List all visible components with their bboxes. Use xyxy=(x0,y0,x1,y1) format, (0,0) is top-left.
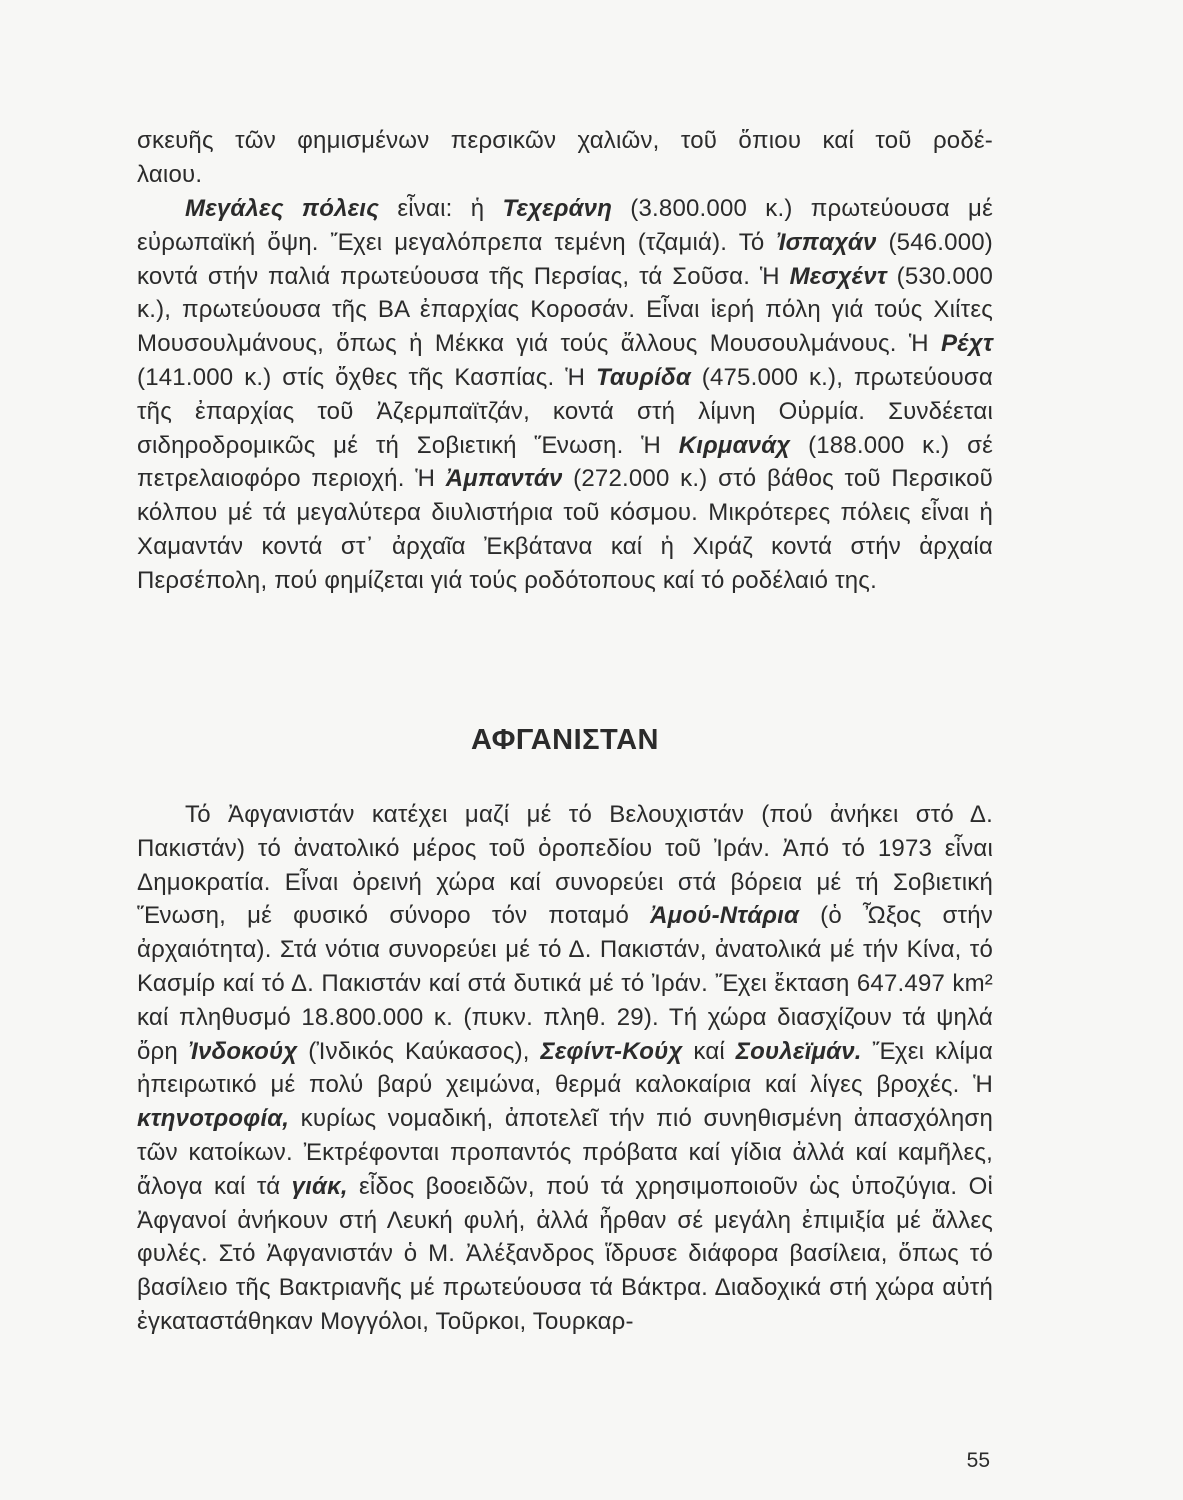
page-number: 55 xyxy=(966,1449,990,1472)
afghanistan-text: εἶδος βοοειδῶν, πού τά χρησιμοποιοῦν ὡς ὑποζύγια. Οἱ Ἀφγανοί ἀνήκουν στή Λευκή φυλή, ἀλλά ἦρθαν σέ μεγάλη ἐπιμιξία μέ ἄλλες φυλές. Στό Ἀφγανιστάν ὁ Μ. Ἀλέξανδρος ἵδρυσε διάφορα βασίλεια, ὅπως τό βασίλειο τῆς Βακτριανῆς μέ πρωτεύουσα τά Βάκτρα. Διαδοχικά στή χώρα αὐτή ἐγκαταστάθηκαν Μογγόλοι, Τοῦρκοι, Τουρκαρ- xyxy=(137,1172,993,1335)
emphasized-term: Ἀμού-Ντάρια xyxy=(650,902,800,930)
cities-text: (272.000 κ.) στό βάθος τοῦ Περσικοῦ κόλπου μέ τά μεγαλύτερα διυλιστήρια τοῦ κόσμου. Μικρότερες πόλεις εἶναι ἡ Χαμαντάν κοντά στ᾽ ἀρχαῖα Ἐκβάτανα καί ἡ Χιράζ κοντά στήν ἀρχαία Περσέπολη, πού φημίζεται γιά τούς ροδότοπους καί τό ροδέλαιό της. xyxy=(137,465,993,594)
cities-text: εἶναι: ἡ xyxy=(379,195,503,222)
cities-text: (188.000 κ.) σέ πετρελαιοφόρο περιοχή. Ἡ xyxy=(137,431,993,493)
cities-text: (530.000 κ.), πρωτεύουσα τῆς ΒΑ ἐπαρχίας Κοροσάν. Εἶναι ἱερή πόλη γιά τούς Χιίτες Μουσουλμάνους, ὅπως ἡ Μέκκα γιά τούς ἄλλους Μουσουλμάνους. Ἡ xyxy=(137,262,993,358)
city-name: Ταυρίδα xyxy=(595,363,691,391)
city-name: Ἀμπαντάν xyxy=(445,465,563,493)
city-name: Ἰσπαχάν xyxy=(776,228,877,256)
city-name: Κιρμανάχ xyxy=(678,431,791,459)
afghanistan-text: (Ἰνδικός Καύκασος), xyxy=(297,1037,541,1065)
afghanistan-text: Ἔχει κλίμα ἠπειρωτικό μέ πολύ βαρύ χειμώνα, θερμά καλοκαίρια καί λίγες βροχές. Ἡ xyxy=(137,1037,993,1099)
afghanistan-text: Τό Ἀφγανιστάν κατέχει μαζί μέ τό Βελουχιστάν (πού ἀνήκει στό Δ. Πακιστάν) τό ἀνατολικό μέρος τοῦ ὀροπεδίου τοῦ Ἰράν. Ἀπό τό 1973 εἶναι Δημοκρατία. Εἶναι ὀρεινή χώρα καί συνορεύει στά βόρεια μέ τή Σοβιετική Ἕνωση, μέ φυσικό σύνορο τόν ποταμό xyxy=(137,801,993,930)
emphasized-term: Σεφίντ-Κούχ xyxy=(540,1037,683,1065)
intro-paragraph xyxy=(137,124,993,192)
afghanistan-text: (ὁ Ὦξος στήν ἀρχαιότητα). Στά νότια συνορεύει μέ τό Δ. Πακιστάν, ἀνατολικά μέ τήν Κίνα, τό Κασμίρ καί τό Δ. Πακιστάν καί στά δυτικά μέ τό Ἰράν. Ἔχει ἔκταση 647.497 km² καί πληθυσμό 18.800.000 κ. (πυκν. πληθ. 29). Τή χώρα διασχίζουν τά ψηλά ὄρη xyxy=(137,902,993,1065)
emphasized-term: γιάκ, xyxy=(291,1172,348,1200)
emphasized-term: Σουλεϊμάν. xyxy=(735,1037,862,1065)
intro-line-2: λαιου. xyxy=(137,160,203,188)
cities-lead: Μεγάλες πόλεις xyxy=(185,195,380,222)
intro-line-1: σκευῆς τῶν φημισμένων περσικῶν χαλιῶν, τοῦ ὅπιου καί τοῦ ροδέ- xyxy=(137,127,993,154)
city-name: Μεσχέντ xyxy=(789,262,887,290)
city-name: Τεχεράνη xyxy=(502,195,613,222)
afghanistan-text: κυρίως νομαδική, ἀποτελεῖ τήν πιό συνηθισμένη ἀπασχόληση τῶν κατοίκων. Ἐκτρέφονται προπαντός πρόβατα καί γίδια ἀλλά καί καμῆλες, ἄλογα καί τά xyxy=(137,1105,993,1200)
city-name: Ρέχτ xyxy=(941,330,993,358)
afghanistan-paragraph xyxy=(137,798,993,1339)
cities-text: (141.000 κ.) στίς ὄχθες τῆς Κασπίας. Ἡ xyxy=(137,363,596,391)
section-heading: ΑΦΓΑΝΙΣΤΑΝ xyxy=(470,724,660,756)
cities-text: (546.000) κοντά στήν παλιά πρωτεύουσα τῆς Περσίας, τά Σοῦσα. Ἡ xyxy=(137,228,993,290)
cities-text: (475.000 κ.), πρωτεύουσα τῆς ἐπαρχίας τοῦ Ἀζερμπαϊτζάν, κοντά στή λίμνη Οὐρμία. Συνδέεται σιδηροδρομικῶς μέ τή Σοβιετική Ἕνωση. Ἡ xyxy=(137,363,993,459)
cities-text: (3.800.000 κ.) πρωτεύουσα μέ εὐρωπαϊκή ὄψη. Ἔχει μεγαλόπρεπα τεμένη (τζαμιά). Τό xyxy=(137,195,993,256)
emphasized-term: Ἰνδοκούχ xyxy=(188,1037,298,1065)
emphasized-term: κτηνοτροφία, xyxy=(137,1105,290,1133)
afghanistan-text: καί xyxy=(682,1037,736,1065)
cities-paragraph xyxy=(137,192,993,598)
